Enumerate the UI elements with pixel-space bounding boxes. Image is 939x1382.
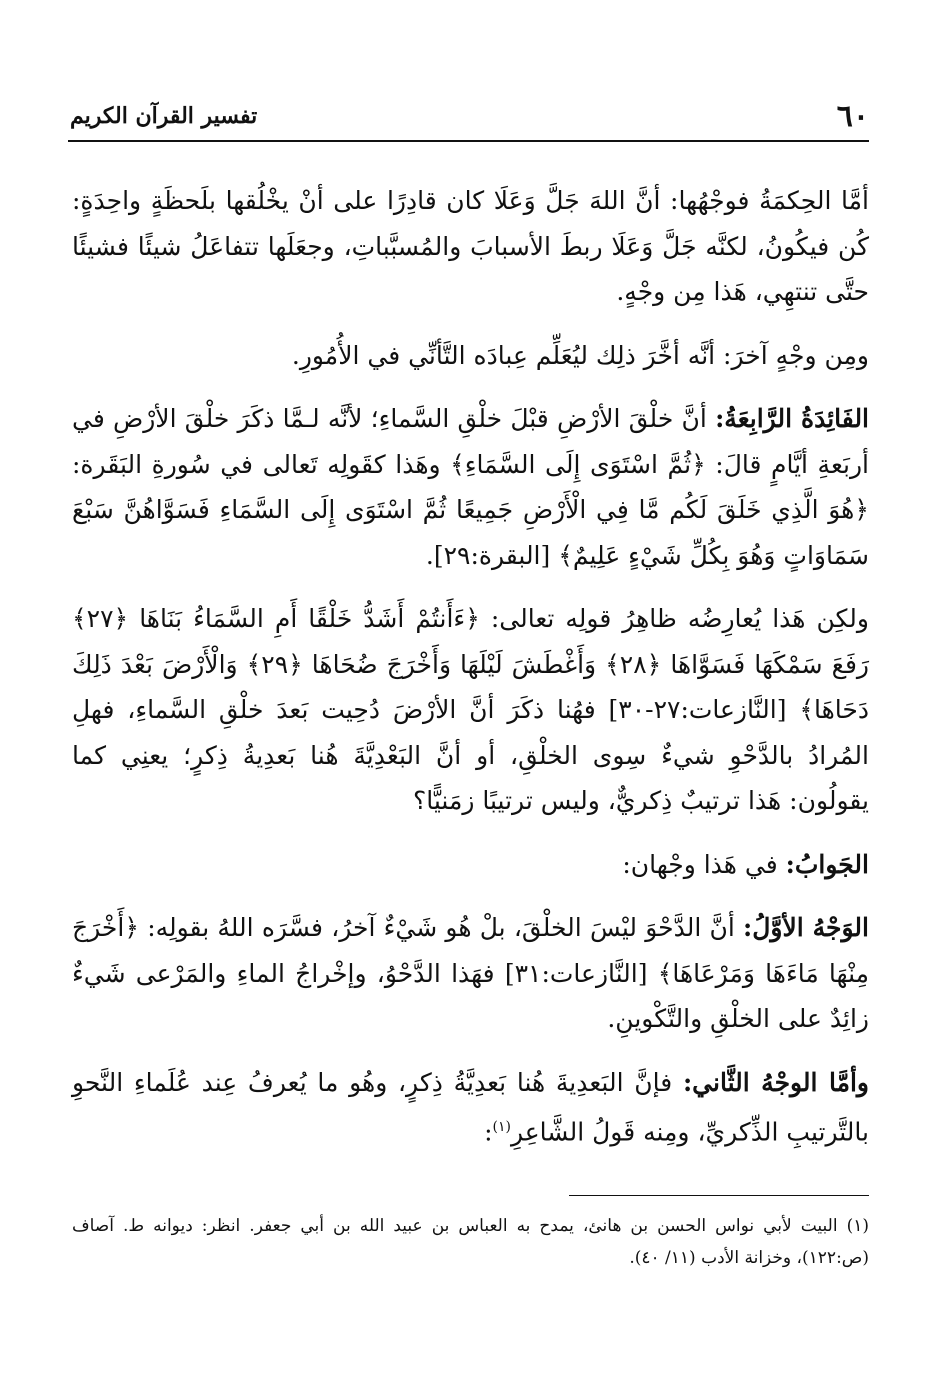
paragraph-another-aspect (72, 333, 869, 379)
paragraph-answer (72, 842, 869, 888)
paragraph-text: أنَّ خلْقَ الأرْضِ قبْلَ خلْقِ السَّماءِ؛ لأنَّه لـمَّا ذكَرَ خلْقَ الأرْضِ في أربَعةِ أيَّامٍ قالَ: ﴿ثُمَّ اسْتَوَى إِلَى السَّمَاءِ﴾ وهَذا كقَولِه تَعالى في سُورةِ البَقَرة: ﴿هُوَ الَّذِي خَلَقَ لَكُم مَّا فِي الْأَرْضِ جَمِيعًا ثُمَّ اسْتَوَى إِلَى السَّمَاءِ فَسَوَّاهُنَّ سَبْعَ سَمَاوَاتٍ وَهُوَ بِكُلِّ شَيْءٍ عَلِيمٌ﴾ [البقرة:٢٩]. (72, 404, 869, 570)
page-header (70, 95, 869, 139)
book-title: تفسير القرآن الكريم (70, 103, 258, 129)
paragraph-first-aspect (72, 905, 869, 1042)
footnotes (72, 1210, 869, 1274)
page-number: ٦٠ (836, 99, 869, 134)
paragraph-tail: : (484, 1117, 493, 1147)
paragraph-objection (72, 596, 869, 824)
paragraph-label: وأمَّا الوجْهُ الثَّاني: (682, 1067, 870, 1097)
footnote-reference[interactable]: (١) (492, 1119, 511, 1135)
paragraph-label: الجَوابُ: (785, 849, 869, 879)
paragraph-text: فإنَّ البَعدِيةَ هُنا بَعدِيَّةُ ذِكرٍ، وهُو ما يُعرفُ عِند عُلَماءِ النَّحوِ بالتَّرتيبِ الذِّكريِّ، ومِنه قَولُ الشَّاعِرِ (72, 1067, 869, 1147)
paragraph-text: ولكِن هَذا يُعارِضُه ظاهِرُ قولِه تعالى: ﴿ءَأَنتُمْ أَشَدُّ خَلْقًا أَمِ السَّمَاءُ بَنَاهَا ﴿٢٧﴾ رَفَعَ سَمْكَهَا فَسَوَّاهَا ﴿٢٨﴾ وَأَغْطَشَ لَيْلَهَا وَأَخْرَجَ ضُحَاهَا ﴿٢٩﴾ وَالْأَرْضَ بَعْدَ ذَلِكَ دَحَاهَا﴾ [النَّازعات:٢٧-٣٠] فهُنا ذكَرَ أنَّ الأرْضَ دُحِيت بَعدَ خلْقِ السَّماءِ، فهلِ المُرادُ بالدَّحْوِ شيءٌ سِوى الخلْقِ، أو أنَّ البَعْدِيَّةَ هُنا بَعدِيةُ ذِكرٍ؛ يعنِي كما يقولُون: هَذا ترتيبٌ ذِكريٌّ، وليس ترتيبًا زمَنيًّا؟ (72, 604, 869, 815)
main-text (72, 178, 869, 1173)
paragraph-label: الوَجْهُ الأوَّلُ: (743, 913, 869, 942)
paragraph-text: ومِن وجْهٍ آخرَ: أنَّه أخَّرَ ذلِك ليُعَلِّم عِبادَه التَّأنِّي في الأُمُورِ. (291, 340, 869, 370)
header-divider (68, 140, 869, 142)
paragraph-label: الفَائِدَةُ الرَّابِعَةُ: (715, 404, 870, 433)
paragraph-text: في هَذا وجْهان: (622, 849, 778, 879)
paragraph-second-aspect (72, 1060, 869, 1155)
footnote-divider (569, 1195, 869, 1196)
paragraph-wisdom (72, 178, 869, 315)
paragraph-fourth-benefit (72, 396, 869, 578)
paragraph-text: أمَّا الحِكمَةُ فوجْهُها: أنَّ اللهَ جَلَّ وَعَلَا كان قادِرًا على أنْ يخْلُقها بلَحظَةٍ واحِدَةٍ: كُن فيكُونُ، لكنَّه جَلَّ وَعَلَا ربطَ الأسبابَ والمُسبَّباتِ، وجعَلَها تتفاعَلُ شيئًا فشيئًا حتَّى تنتهِي، هَذا مِن وجْهٍ. (72, 186, 869, 306)
paragraph-text: أنَّ الدَّحْوَ ليْسَ الخلْقَ، بلْ هُو شَيْءٌ آخرُ، فسَّرَه اللهُ بقولِه: ﴿أَخْرَجَ مِنْهَا مَاءَهَا وَمَرْعَاهَا﴾ [النَّازعات:٣١] فهَذا الدَّحْوُ، وإخْراجُ الماءِ والمَرْعى شَيءٌ زائِدٌ على الخلْقِ والتَّكْوينِ. (72, 913, 869, 1033)
footnote: (١) البيت لأبي نواس الحسن بن هانئ، يمدح به العباس بن عبيد الله بن أبي جعفر. انظر: ديوانه ط. آصاف (ص:١٢٢)، وخزانة الأدب (١١/ ٤٠). (72, 1216, 869, 1268)
